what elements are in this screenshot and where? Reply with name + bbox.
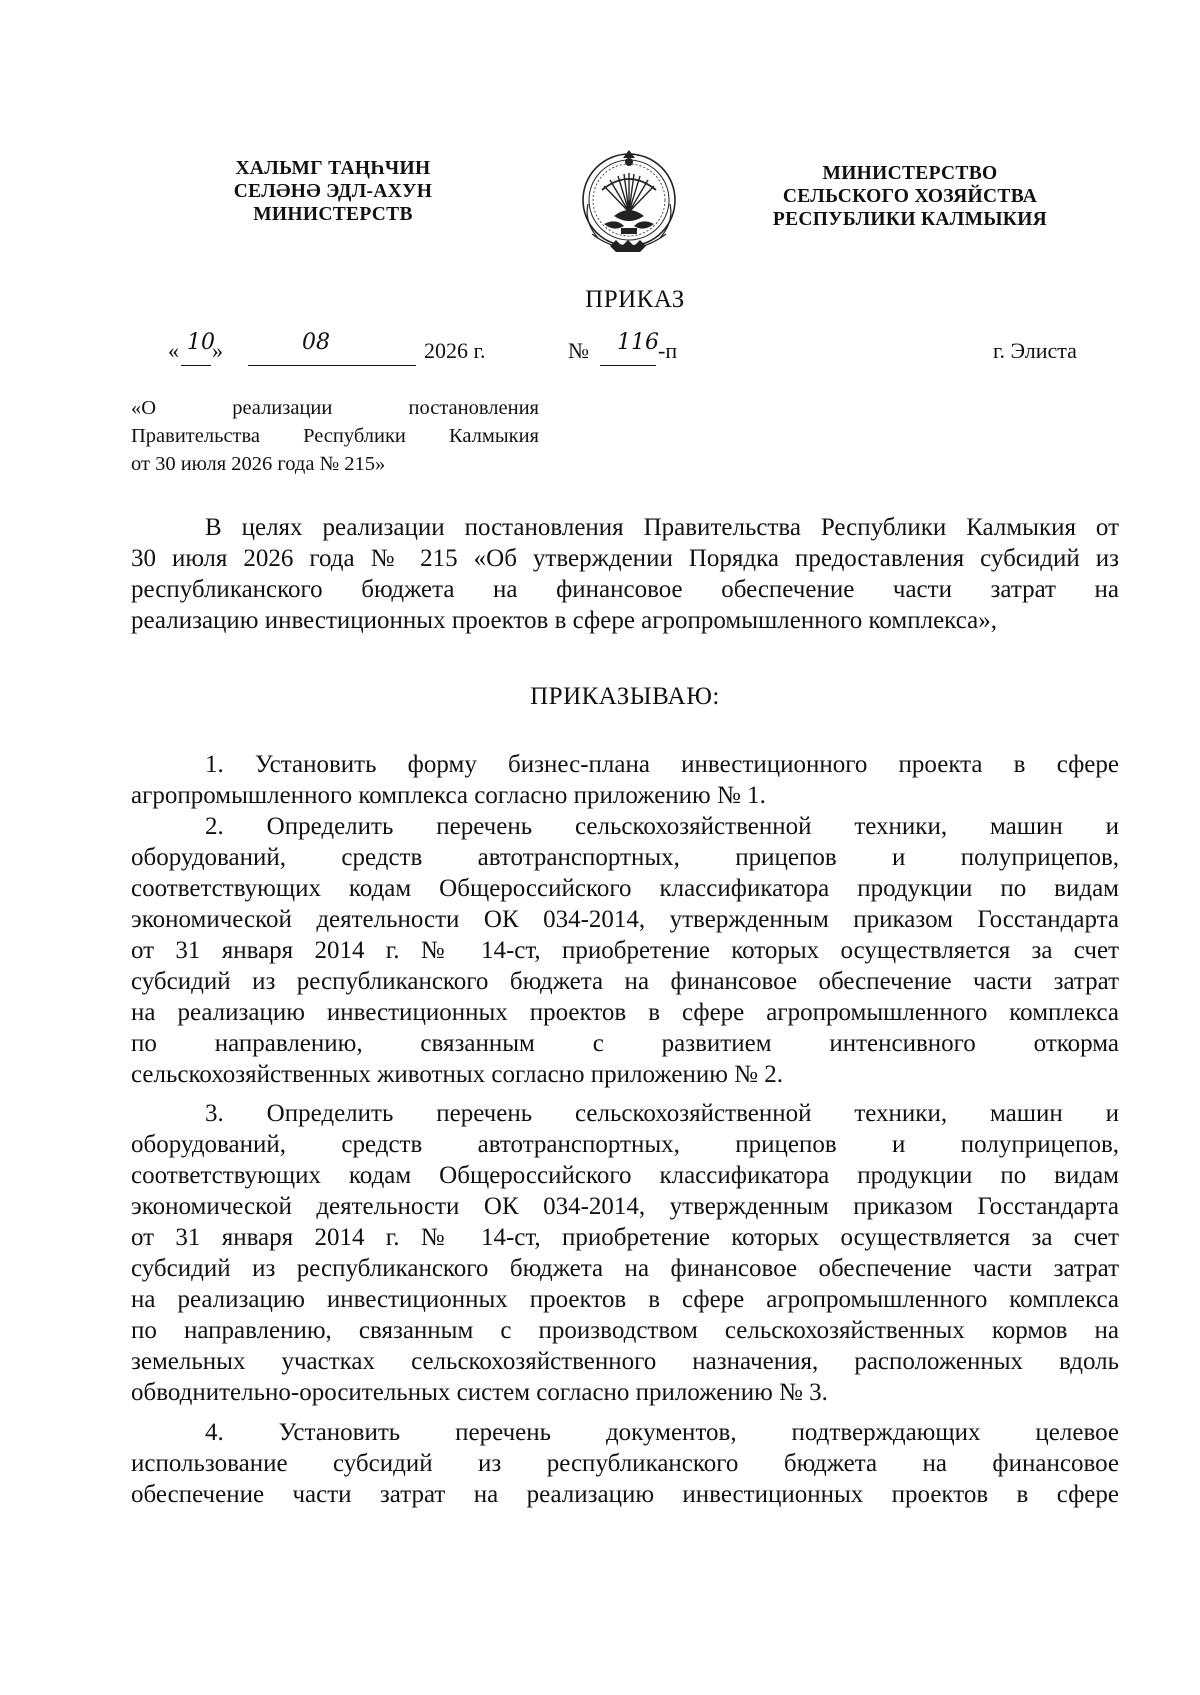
order-directive-word: ПРИКАЗЫВАЮ:: [530, 683, 720, 710]
subject-word: реализации: [232, 397, 333, 419]
date-day-underline: [181, 365, 211, 366]
org-name-russian-line: СЕЛЬСКОГО ХОЗЯЙСТВА: [782, 186, 1038, 207]
paragraph-line: соответствующих кодам Общероссийского классификатора продукции по видам: [131, 875, 1119, 902]
paragraph-line: субсидий из республиканского бюджета на финансовое обеспечение части затрат: [131, 968, 1119, 995]
subject-word: «О: [131, 397, 157, 419]
paragraph-line: обводнительно-оросительных систем согласно приложению № 3.: [131, 1379, 828, 1406]
paragraph-line: на реализацию инвестиционных проектов в сфере агропромышленного комплекса: [131, 999, 1119, 1026]
date-number-row: [0, 330, 1200, 368]
paragraph-line: 30 июля 2026 года № 215 «Об утверждении Порядка предоставления субсидий из: [131, 545, 1119, 572]
order-item-1: [131, 749, 1119, 811]
paragraph-line: от 31 января 2014 г. № 14-ст, приобретение которых осуществляется за счет: [131, 1224, 1119, 1251]
paragraph-line: по направлению, связанным с производством сельскохозяйственных кормов на: [131, 1317, 1119, 1344]
date-open-quote: «: [168, 338, 179, 363]
order-subject-line: от 30 июля 2026 года № 215»: [131, 453, 386, 475]
paragraph-line: реализацию инвестиционных проектов в сфере агропромышленного комплекса»,: [131, 607, 997, 634]
org-name-kalmyk-line: ХАЛЬМГ ТАҢҺЧИН: [235, 158, 431, 179]
city-name: г. Элиста: [993, 338, 1077, 363]
subject-word: постановления: [408, 397, 539, 419]
org-name-kalmyk-line: СЕЛӘНӘ ЭДЛ-АХУН: [233, 181, 433, 202]
subject-word: Правительства: [131, 425, 261, 447]
paragraph-line: на реализацию инвестиционных проектов в сфере агропромышленного комплекса: [131, 1286, 1119, 1313]
paragraph-line: субсидий из республиканского бюджета на финансовое обеспечение части затрат: [131, 1255, 1119, 1282]
order-item-3: [131, 1098, 1119, 1408]
paragraph-line: В целях реализации постановления Правительства Республики Калмыкия от: [205, 514, 1119, 541]
date-close-quote: »: [212, 338, 223, 363]
kalmykia-coat-of-arms-icon: [574, 142, 684, 262]
org-name-russian-line: РЕСПУБЛИКИ КАЛМЫКИЯ: [772, 209, 1048, 230]
paragraph-line: обеспечение части затрат на реализацию инвестиционных проектов в сфере: [131, 1481, 1119, 1508]
paragraph-line: 1. Установить форму бизнес-плана инвестиционного проекта в сфере: [205, 751, 1119, 778]
order-subject: [131, 394, 539, 478]
subject-word: Республики: [303, 425, 406, 447]
paragraph-line: сельскохозяйственных животных согласно приложению № 2.: [131, 1061, 783, 1088]
order-item-2: [131, 811, 1119, 1090]
paragraph-line: соответствующих кодам Общероссийского классификатора продукции по видам: [131, 1162, 1119, 1189]
order-number-suffix: -п: [658, 338, 678, 363]
paragraph-line: 2. Определить перечень сельскохозяйственной техники, машин и: [205, 813, 1119, 840]
date-month-underline: [248, 365, 416, 366]
org-name-kalmyk-line: МИНИСТЕРСТВ: [253, 204, 413, 225]
order-subject-line: [131, 394, 539, 422]
paragraph-line: использование субсидий из республиканского бюджета на финансовое: [131, 1450, 1119, 1477]
preamble-paragraph: [131, 512, 1119, 636]
order-number-prefix: №: [568, 338, 589, 363]
order-number-handwritten: 116: [617, 330, 659, 355]
org-name-russian: [760, 162, 1060, 231]
date-year: 2026 г.: [424, 338, 486, 363]
order-subject-line: [131, 422, 539, 450]
paragraph-line: земельных участках сельскохозяйственного назначения, расположенных вдоль: [131, 1348, 1119, 1375]
document-title: ПРИКАЗ: [585, 286, 685, 313]
paragraph-line: 3. Определить перечень сельскохозяйственной техники, машин и: [205, 1100, 1119, 1127]
date-month-handwritten: 08: [302, 330, 330, 355]
subject-word: Калмыкия: [448, 425, 539, 447]
paragraph-line: оборудований, средств автотранспортных, прицепов и полуприцепов,: [131, 844, 1119, 871]
org-name-kalmyk: [218, 157, 448, 226]
org-name-russian-line: МИНИСТЕРСТВО: [822, 163, 998, 184]
paragraph-line: республиканского бюджета на финансовое обеспечение части затрат на: [131, 576, 1119, 603]
order-item-4: [131, 1417, 1119, 1510]
paragraph-line: агропромышленного комплекса согласно приложению № 1.: [131, 782, 766, 809]
paragraph-line: оборудований, средств автотранспортных, прицепов и полуприцепов,: [131, 1131, 1119, 1158]
date-day-handwritten: 10: [187, 330, 215, 355]
order-number-underline: [600, 365, 656, 366]
paragraph-line: по направлению, связанным с развитием интенсивного откорма: [131, 1030, 1119, 1057]
paragraph-line: экономической деятельности ОК 034-2014, утвержденным приказом Госстандарта: [131, 906, 1119, 933]
paragraph-line: экономической деятельности ОК 034-2014, утвержденным приказом Госстандарта: [131, 1193, 1119, 1220]
paragraph-line: от 31 января 2014 г. № 14-ст, приобретение которых осуществляется за счет: [131, 937, 1119, 964]
paragraph-line: 4. Установить перечень документов, подтверждающих целевое: [205, 1419, 1119, 1446]
